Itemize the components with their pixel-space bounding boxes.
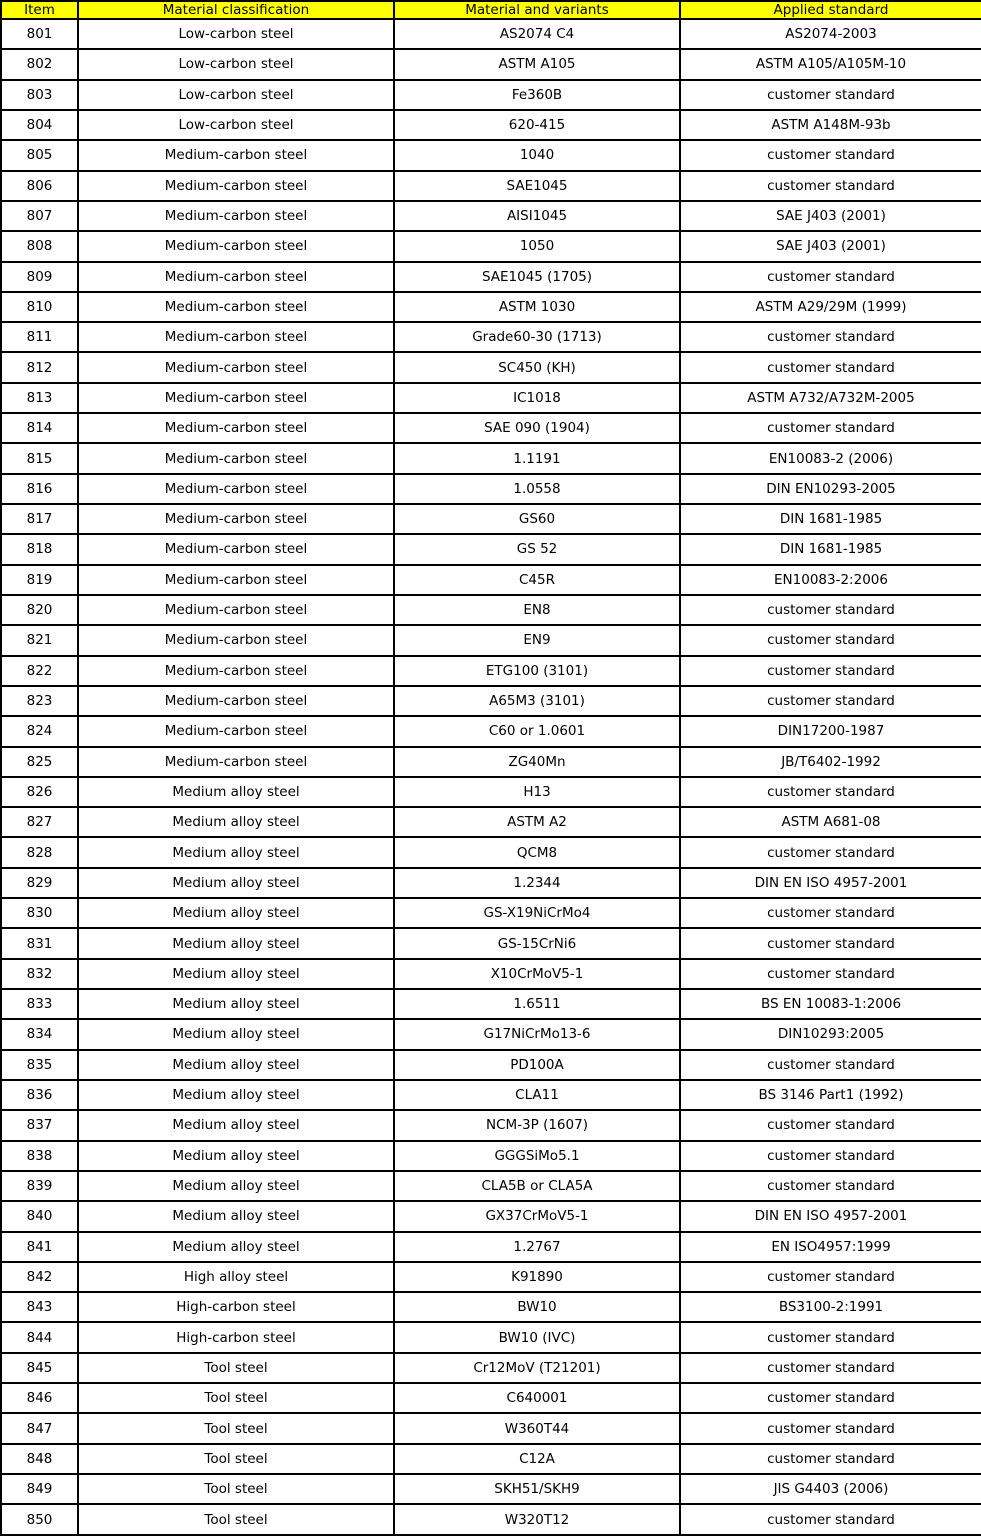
classification-cell: Medium alloy steel [78, 1110, 394, 1140]
standard-cell: customer standard [680, 1322, 981, 1352]
classification-cell: Medium-carbon steel [78, 201, 394, 231]
item-cell: 820 [1, 595, 78, 625]
material-cell: W360T44 [394, 1413, 680, 1443]
classification-cell: Medium-carbon steel [78, 504, 394, 534]
table-row [1, 959, 981, 989]
material-cell: EN8 [394, 595, 680, 625]
table-row [1, 1383, 981, 1413]
standard-cell: DIN EN ISO 4957-2001 [680, 868, 981, 898]
table-row [1, 1201, 981, 1231]
standard-cell: customer standard [680, 777, 981, 807]
standard-cell: customer standard [680, 352, 981, 382]
table-row [1, 383, 981, 413]
classification-cell: Medium-carbon steel [78, 352, 394, 382]
item-cell: 804 [1, 110, 78, 140]
standard-cell: customer standard [680, 1171, 981, 1201]
material-cell: SKH51/SKH9 [394, 1474, 680, 1504]
item-cell: 816 [1, 474, 78, 504]
standard-cell: customer standard [680, 171, 981, 201]
table-row [1, 868, 981, 898]
table-row [1, 110, 981, 140]
standard-cell: AS2074-2003 [680, 19, 981, 49]
item-cell: 807 [1, 201, 78, 231]
table-row [1, 1262, 981, 1292]
table-row [1, 1232, 981, 1262]
classification-cell: Low-carbon steel [78, 49, 394, 79]
standard-cell: JB/T6402-1992 [680, 747, 981, 777]
classification-cell: Medium-carbon steel [78, 474, 394, 504]
table-row [1, 1019, 981, 1049]
item-cell: 846 [1, 1383, 78, 1413]
item-cell: 836 [1, 1080, 78, 1110]
standard-cell: JIS G4403 (2006) [680, 1474, 981, 1504]
material-cell: GS-X19NiCrMo4 [394, 898, 680, 928]
item-cell: 808 [1, 231, 78, 261]
material-cell: K91890 [394, 1262, 680, 1292]
standard-cell: customer standard [680, 80, 981, 110]
standard-cell: customer standard [680, 1504, 981, 1535]
material-cell: ETG100 (3101) [394, 656, 680, 686]
table-row [1, 1141, 981, 1171]
table-row [1, 747, 981, 777]
standard-cell: customer standard [680, 1050, 981, 1080]
item-cell: 823 [1, 686, 78, 716]
standard-cell: customer standard [680, 898, 981, 928]
standard-cell: customer standard [680, 686, 981, 716]
standard-cell: customer standard [680, 1141, 981, 1171]
material-cell: C12A [394, 1444, 680, 1474]
table-row [1, 201, 981, 231]
item-cell: 835 [1, 1050, 78, 1080]
classification-cell: Medium-carbon steel [78, 534, 394, 564]
classification-cell: Medium alloy steel [78, 928, 394, 958]
item-cell: 811 [1, 322, 78, 352]
header-material-classification: Material classification [78, 1, 394, 19]
table-row [1, 1080, 981, 1110]
table-row [1, 140, 981, 170]
table-row [1, 1322, 981, 1352]
table-row [1, 1292, 981, 1322]
item-cell: 834 [1, 1019, 78, 1049]
standard-cell: ASTM A105/A105M-10 [680, 49, 981, 79]
classification-cell: High-carbon steel [78, 1292, 394, 1322]
material-cell: GS-15CrNi6 [394, 928, 680, 958]
item-cell: 822 [1, 656, 78, 686]
classification-cell: Medium alloy steel [78, 1201, 394, 1231]
material-cell: ASTM 1030 [394, 292, 680, 322]
material-cell: QCM8 [394, 837, 680, 867]
standard-cell: customer standard [680, 625, 981, 655]
header-row [1, 1, 981, 19]
table-row [1, 928, 981, 958]
material-cell: Grade60-30 (1713) [394, 322, 680, 352]
material-cell: EN9 [394, 625, 680, 655]
material-cell: Fe360B [394, 80, 680, 110]
item-cell: 845 [1, 1353, 78, 1383]
standard-cell: DIN 1681-1985 [680, 534, 981, 564]
standard-cell: ASTM A681-08 [680, 807, 981, 837]
standard-cell: customer standard [680, 928, 981, 958]
item-cell: 840 [1, 1201, 78, 1231]
material-cell: SAE 090 (1904) [394, 413, 680, 443]
standard-cell: customer standard [680, 1413, 981, 1443]
header-applied-standard: Applied standard [680, 1, 981, 19]
table-row [1, 1171, 981, 1201]
material-cell: 1.2767 [394, 1232, 680, 1262]
standard-cell: DIN10293:2005 [680, 1019, 981, 1049]
classification-cell: Medium alloy steel [78, 837, 394, 867]
table-row [1, 504, 981, 534]
table-row [1, 1050, 981, 1080]
table-row [1, 898, 981, 928]
table-row [1, 413, 981, 443]
item-cell: 818 [1, 534, 78, 564]
standard-cell: customer standard [680, 837, 981, 867]
material-cell: CLA5B or CLA5A [394, 1171, 680, 1201]
item-cell: 841 [1, 1232, 78, 1262]
classification-cell: Medium-carbon steel [78, 656, 394, 686]
classification-cell: Low-carbon steel [78, 110, 394, 140]
item-cell: 843 [1, 1292, 78, 1322]
standard-cell: customer standard [680, 262, 981, 292]
item-cell: 817 [1, 504, 78, 534]
item-cell: 824 [1, 716, 78, 746]
material-cell: ASTM A2 [394, 807, 680, 837]
item-cell: 802 [1, 49, 78, 79]
item-cell: 847 [1, 1413, 78, 1443]
table-row [1, 686, 981, 716]
material-cell: 1.2344 [394, 868, 680, 898]
classification-cell: Low-carbon steel [78, 80, 394, 110]
material-cell: SC450 (KH) [394, 352, 680, 382]
material-cell: GX37CrMoV5-1 [394, 1201, 680, 1231]
table-row [1, 1110, 981, 1140]
item-cell: 839 [1, 1171, 78, 1201]
standard-cell: customer standard [680, 322, 981, 352]
classification-cell: Medium alloy steel [78, 1050, 394, 1080]
material-cell: NCM-3P (1607) [394, 1110, 680, 1140]
material-cell: 1.6511 [394, 989, 680, 1019]
standard-cell: customer standard [680, 1383, 981, 1413]
material-cell: BW10 [394, 1292, 680, 1322]
item-cell: 829 [1, 868, 78, 898]
material-cell: AS2074 C4 [394, 19, 680, 49]
material-cell: SAE1045 (1705) [394, 262, 680, 292]
material-cell: 1040 [394, 140, 680, 170]
classification-cell: Medium-carbon steel [78, 413, 394, 443]
item-cell: 830 [1, 898, 78, 928]
classification-cell: Medium alloy steel [78, 1141, 394, 1171]
standard-cell: SAE J403 (2001) [680, 201, 981, 231]
classification-cell: Medium alloy steel [78, 1080, 394, 1110]
classification-cell: Medium alloy steel [78, 989, 394, 1019]
material-cell: GGGSiMo5.1 [394, 1141, 680, 1171]
item-cell: 806 [1, 171, 78, 201]
item-cell: 838 [1, 1141, 78, 1171]
table-row [1, 595, 981, 625]
material-cell: GS60 [394, 504, 680, 534]
classification-cell: Tool steel [78, 1444, 394, 1474]
item-cell: 813 [1, 383, 78, 413]
classification-cell: Medium alloy steel [78, 1232, 394, 1262]
table-row [1, 443, 981, 473]
standard-cell: BS 3146 Part1 (1992) [680, 1080, 981, 1110]
table-row [1, 1474, 981, 1504]
item-cell: 842 [1, 1262, 78, 1292]
item-cell: 828 [1, 837, 78, 867]
standard-cell: customer standard [680, 1262, 981, 1292]
classification-cell: Medium alloy steel [78, 898, 394, 928]
table-row [1, 262, 981, 292]
standard-cell: BS EN 10083-1:2006 [680, 989, 981, 1019]
material-cell: PD100A [394, 1050, 680, 1080]
standard-cell: customer standard [680, 140, 981, 170]
classification-cell: Medium-carbon steel [78, 383, 394, 413]
standard-cell: ASTM A732/A732M-2005 [680, 383, 981, 413]
standard-cell: SAE J403 (2001) [680, 231, 981, 261]
standard-cell: customer standard [680, 1110, 981, 1140]
item-cell: 812 [1, 352, 78, 382]
header-material-variants: Material and variants [394, 1, 680, 19]
table-row [1, 1413, 981, 1443]
material-cell: 1050 [394, 231, 680, 261]
material-cell: CLA11 [394, 1080, 680, 1110]
standard-cell: DIN EN10293-2005 [680, 474, 981, 504]
standard-cell: customer standard [680, 1444, 981, 1474]
header-item: Item [1, 1, 78, 19]
item-cell: 815 [1, 443, 78, 473]
item-cell: 850 [1, 1504, 78, 1535]
item-cell: 814 [1, 413, 78, 443]
item-cell: 821 [1, 625, 78, 655]
table-row [1, 565, 981, 595]
classification-cell: Medium-carbon steel [78, 625, 394, 655]
classification-cell: Medium-carbon steel [78, 171, 394, 201]
material-cell: A65M3 (3101) [394, 686, 680, 716]
table-row [1, 625, 981, 655]
classification-cell: Medium alloy steel [78, 777, 394, 807]
item-cell: 825 [1, 747, 78, 777]
material-cell: C60 or 1.0601 [394, 716, 680, 746]
standard-cell: customer standard [680, 413, 981, 443]
item-cell: 826 [1, 777, 78, 807]
table-row [1, 19, 981, 49]
material-cell: Cr12MoV (T21201) [394, 1353, 680, 1383]
table-row [1, 989, 981, 1019]
table-row [1, 777, 981, 807]
classification-cell: Medium-carbon steel [78, 292, 394, 322]
table-row [1, 171, 981, 201]
table-row [1, 322, 981, 352]
classification-cell: Medium-carbon steel [78, 140, 394, 170]
item-cell: 837 [1, 1110, 78, 1140]
table-row [1, 1353, 981, 1383]
table-row [1, 80, 981, 110]
standard-cell: ASTM A29/29M (1999) [680, 292, 981, 322]
table-row [1, 292, 981, 322]
standard-cell: DIN EN ISO 4957-2001 [680, 1201, 981, 1231]
item-cell: 833 [1, 989, 78, 1019]
item-cell: 819 [1, 565, 78, 595]
material-cell: C45R [394, 565, 680, 595]
material-cell: SAE1045 [394, 171, 680, 201]
classification-cell: Tool steel [78, 1474, 394, 1504]
classification-cell: High-carbon steel [78, 1322, 394, 1352]
material-cell: 620-415 [394, 110, 680, 140]
standard-cell: customer standard [680, 656, 981, 686]
classification-cell: Medium alloy steel [78, 868, 394, 898]
item-cell: 848 [1, 1444, 78, 1474]
standard-cell: customer standard [680, 959, 981, 989]
standard-cell: EN10083-2:2006 [680, 565, 981, 595]
standard-cell: customer standard [680, 595, 981, 625]
material-cell: 1.1191 [394, 443, 680, 473]
table-row [1, 49, 981, 79]
classification-cell: Tool steel [78, 1504, 394, 1535]
classification-cell: High alloy steel [78, 1262, 394, 1292]
table-row [1, 807, 981, 837]
classification-cell: Tool steel [78, 1413, 394, 1443]
table-body [1, 19, 981, 1535]
classification-cell: Medium-carbon steel [78, 443, 394, 473]
classification-cell: Medium-carbon steel [78, 686, 394, 716]
standard-cell: DIN17200-1987 [680, 716, 981, 746]
standard-cell: ASTM A148M-93b [680, 110, 981, 140]
classification-cell: Tool steel [78, 1353, 394, 1383]
item-cell: 805 [1, 140, 78, 170]
standard-cell: customer standard [680, 1353, 981, 1383]
classification-cell: Medium-carbon steel [78, 747, 394, 777]
material-cell: H13 [394, 777, 680, 807]
classification-cell: Medium alloy steel [78, 1171, 394, 1201]
classification-cell: Medium-carbon steel [78, 322, 394, 352]
standard-cell: BS3100-2:1991 [680, 1292, 981, 1322]
material-cell: ASTM A105 [394, 49, 680, 79]
classification-cell: Medium alloy steel [78, 1019, 394, 1049]
material-cell: BW10 (IVC) [394, 1322, 680, 1352]
item-cell: 810 [1, 292, 78, 322]
table-row [1, 1444, 981, 1474]
item-cell: 827 [1, 807, 78, 837]
material-cell: G17NiCrMo13-6 [394, 1019, 680, 1049]
table-row [1, 1504, 981, 1535]
classification-cell: Medium-carbon steel [78, 231, 394, 261]
classification-cell: Medium-carbon steel [78, 262, 394, 292]
classification-cell: Low-carbon steel [78, 19, 394, 49]
material-cell: ZG40Mn [394, 747, 680, 777]
table-row [1, 716, 981, 746]
material-cell: IC1018 [394, 383, 680, 413]
classification-cell: Medium-carbon steel [78, 565, 394, 595]
classification-cell: Tool steel [78, 1383, 394, 1413]
table-row [1, 231, 981, 261]
classification-cell: Medium alloy steel [78, 959, 394, 989]
classification-cell: Medium-carbon steel [78, 595, 394, 625]
material-cell: AISI1045 [394, 201, 680, 231]
item-cell: 849 [1, 1474, 78, 1504]
table-row [1, 474, 981, 504]
classification-cell: Medium-carbon steel [78, 716, 394, 746]
item-cell: 844 [1, 1322, 78, 1352]
item-cell: 801 [1, 19, 78, 49]
standard-cell: DIN 1681-1985 [680, 504, 981, 534]
standard-cell: EN ISO4957:1999 [680, 1232, 981, 1262]
material-cell: GS 52 [394, 534, 680, 564]
item-cell: 831 [1, 928, 78, 958]
material-cell: W320T12 [394, 1504, 680, 1535]
table-row [1, 656, 981, 686]
material-cell: C640001 [394, 1383, 680, 1413]
table-row [1, 534, 981, 564]
table-row [1, 352, 981, 382]
item-cell: 803 [1, 80, 78, 110]
item-cell: 809 [1, 262, 78, 292]
table-row [1, 837, 981, 867]
standard-cell: EN10083-2 (2006) [680, 443, 981, 473]
material-cell: 1.0558 [394, 474, 680, 504]
classification-cell: Medium alloy steel [78, 807, 394, 837]
item-cell: 832 [1, 959, 78, 989]
material-cell: X10CrMoV5-1 [394, 959, 680, 989]
